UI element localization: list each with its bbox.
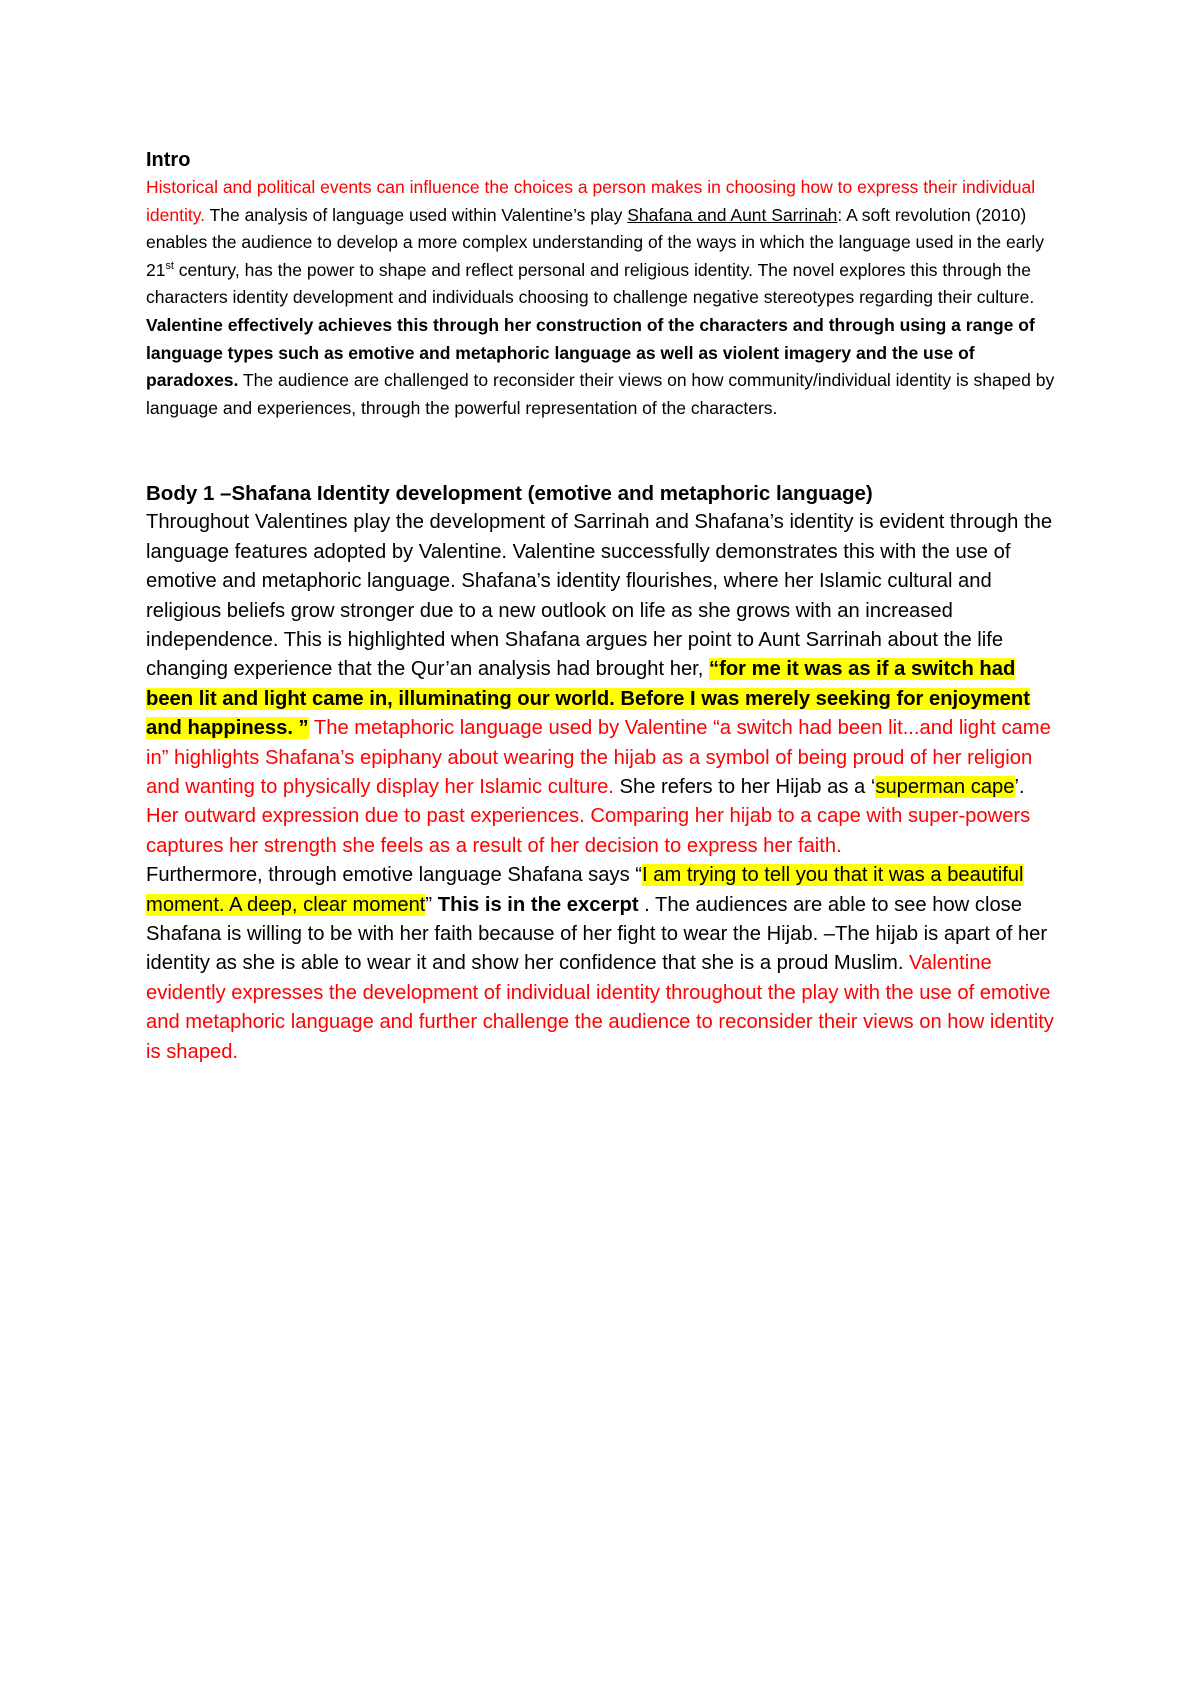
highlighted-quote: I am trying to tell you that it was a beautiful moment. A deep, clear moment	[146, 864, 1024, 916]
intro-text: The analysis of language used within Valentine’s play	[205, 204, 628, 225]
document-content	[146, 146, 1066, 1067]
body-text: Furthermore, through emotive language Shafana says “	[146, 864, 642, 887]
intro-bold-sentence: Valentine effectively achieves this through her construction of the characters and through using a range of language types such as emotive and metaphoric language as well as violent imagery and the use of paradoxes.	[146, 314, 1035, 391]
body-text: ”	[425, 893, 438, 916]
intro-text: : A soft revolution (2010) enables the audience to develop a more complex understanding of the ways in which the language used in the early 21	[146, 204, 1044, 280]
highlighted-quote: superman cape	[875, 776, 1015, 798]
intro-paragraph	[146, 174, 1066, 422]
red-analysis-text: Her outward expression due to past experiences. Comparing her hijab to a cape with super-powers captures her strength she feels as a result of her decision to express her faith.	[146, 805, 1031, 857]
body-text: Throughout Valentines play the development of Sarrinah and Shafana’s identity is evident through the language features adopted by Valentine. Valentine successfully demonstrates this with the use of emotive and metaphoric language. Shafana’s identity flourishes, where her Islamic cultural and religious beliefs grow stronger due to a new outlook on life as she grows with an increased independence. This is highlighted when Shafana argues her point to Aunt Sarrinah about the life changing experience that the Qur’an analysis had brought her,	[146, 511, 1053, 681]
body-text: ’.	[1014, 776, 1025, 798]
highlighted-quote: “for me it was as if a switch had been lit and light came in, illuminating our world. Before I was merely seeking for enjoyment and happiness. ”	[146, 658, 1030, 740]
red-analysis-text: The metaphoric language used by Valentine “a switch had been lit...and light came in” highlights Shafana’s epiphany about wearing the hijab as a symbol of being proud of her religion and wanting to physically display her Islamic culture.	[146, 717, 1051, 798]
body-text: . The audiences are able to see how close Shafana is willing to be with her faith because of her fight to wear the Hijab. –The hijab is apart of her identity as she is able to wear it and show her confidence that she is a proud Muslim.	[146, 893, 1048, 975]
body1-paragraph	[146, 508, 1066, 1067]
intro-text: century, has the power to shape and reflect personal and religious identity. The novel explores this through the characters identity development and individuals choosing to challenge negative stereotypes regarding their culture.	[146, 259, 1035, 308]
play-title: Shafana and Aunt Sarrinah	[627, 204, 838, 225]
body-text: She refers to her Hijab as a ‘	[613, 776, 876, 798]
intro-heading: Intro	[146, 149, 191, 171]
body1-heading: Body 1 –Shafana Identity development (emotive and metaphoric language)	[146, 482, 873, 506]
red-analysis-text: Valentine evidently expresses the development of individual identity throughout the play with the use of emotive and metaphoric language and further challenge the audience to reconsider their views on how identity is shaped.	[146, 952, 1054, 1063]
intro-text: The audience are challenged to reconsider their views on how community/individual identity is shaped by language and experiences, through the powerful representation of the characters.	[146, 370, 1055, 418]
intro-thesis-sentence: Historical and political events can influence the choices a person makes in choosing how to express their individual identity.	[146, 177, 1036, 225]
bold-note: This is in the excerpt	[437, 893, 639, 916]
ordinal-suffix: st	[165, 259, 174, 272]
